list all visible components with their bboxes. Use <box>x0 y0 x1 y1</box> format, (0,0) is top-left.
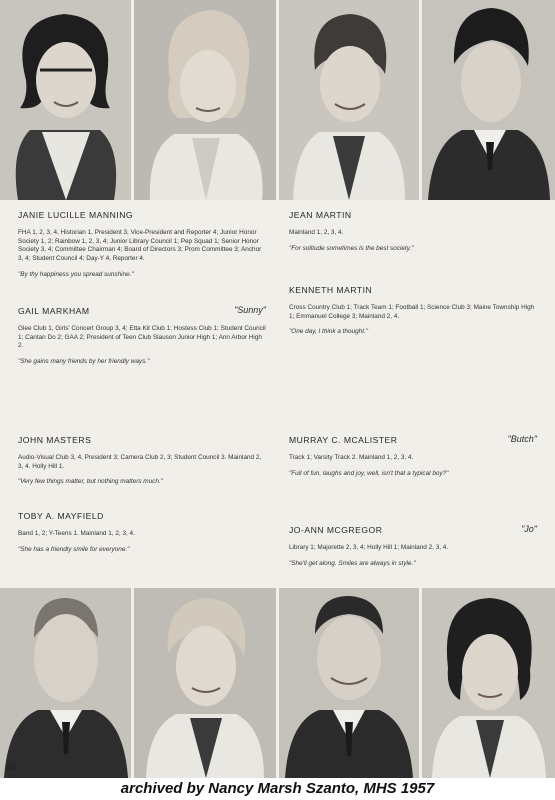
student-name: KENNETH MARTIN <box>289 285 373 295</box>
portrait-janie-manning <box>0 0 131 200</box>
page-number: 36 <box>6 762 17 772</box>
student-quote: "She gains many friends by her friendly ways." <box>18 358 150 366</box>
portrait-murray-mcalister <box>279 588 419 778</box>
student-activities: Band 1, 2; Y-Teens 1. Mainland 1, 2, 3, 4. <box>18 530 135 537</box>
student-quote: "She'll get along. Smiles are always in style." <box>289 559 416 567</box>
student-activities: Cross Country Club 1; Track Team 1; Football 1; Science Club 3; Maine Township High 1; Emmanuel College 3; Mainland 2, 4. <box>289 304 535 320</box>
entry-murray-mcalister <box>289 434 537 478</box>
student-quote: "Full of fun, laughs and joy, well, isn't that a typical boy?" <box>289 469 449 477</box>
student-name: TOBY A. MAYFIELD <box>18 511 104 521</box>
entry-john-masters <box>18 434 266 487</box>
entry-kenneth-martin <box>289 284 537 337</box>
student-activities: Glee Club 1, Girls' Concert Group 3, 4; Etta Kit Club 1; Hostess Club 1; Student Council 1; Cantan Do 2; GAA 2; President of Teen Club Slauson Junior High 1; Ann Arbor High 2. <box>18 325 266 350</box>
portrait-kenneth-martin <box>422 0 555 200</box>
entry-toby-mayfield <box>18 510 266 554</box>
student-nickname: "Jo" <box>521 524 537 534</box>
entry-gail-markham <box>18 305 266 367</box>
student-name: JOHN MASTERS <box>18 435 92 445</box>
portrait-joann-mcgregor <box>422 588 555 778</box>
archive-caption: archived by Nancy Marsh Szanto, MHS 1957 <box>120 780 435 797</box>
student-quote: "For solitude sometimes is the best society." <box>289 244 414 252</box>
student-nickname: "Sunny" <box>234 305 266 315</box>
student-name: JANIE LUCILLE MANNING <box>18 210 134 220</box>
student-activities: FHA 1, 2, 3, 4, Historian 1, President 3, Vice-President and Reporter 4; Junior Honor Society 1, 2; Rainbow 1, 2, 3, 4; Junior Library Council 1; Pep Squad 1; Senior Honor Society 3, 4; Committee Chairman 4; Board of Directors 3; Prom Committee 3; Anchor 3, 4; Student Council 4; Day-Y 4, Reporter 4. <box>18 229 262 263</box>
student-activities: Track 1; Varsity Track 2. Mainland 1, 2, 3, 4. <box>289 454 414 461</box>
portrait-john-masters <box>0 588 131 778</box>
entry-janie-manning <box>18 209 266 280</box>
student-quote: "By thy happiness you spread sunshine." <box>18 270 134 278</box>
entry-joann-mcgregor <box>289 524 537 568</box>
student-name: JO-ANN MCGREGOR <box>289 525 383 535</box>
student-name: JEAN MARTIN <box>289 210 352 220</box>
entry-jean-martin <box>289 209 537 253</box>
student-activities: Audio-Visual Club 3, 4, President 3; Camera Club 2, 3; Student Council 3. Mainland 2, 3, 4. Holly Hill 1. <box>18 454 262 470</box>
student-name: GAIL MARKHAM <box>18 306 90 316</box>
student-quote: "Very few things matter, but nothing matters much." <box>18 478 163 486</box>
student-activities: Library 1; Majorette 2, 3, 4; Holly Hill 1; Mainland 2, 3, 4. <box>289 544 449 551</box>
student-quote: "She has a friendly smile for everyone." <box>18 545 130 553</box>
student-nickname: "Butch" <box>507 434 537 444</box>
portrait-toby-mayfield <box>134 588 276 778</box>
student-name: MURRAY C. MCALISTER <box>289 435 398 445</box>
portrait-jean-martin <box>279 0 419 200</box>
student-activities: Mainland 1, 2, 3, 4. <box>289 229 344 236</box>
portrait-gail-markham <box>134 0 276 200</box>
student-quote: "One day, I think a thought." <box>289 328 369 336</box>
